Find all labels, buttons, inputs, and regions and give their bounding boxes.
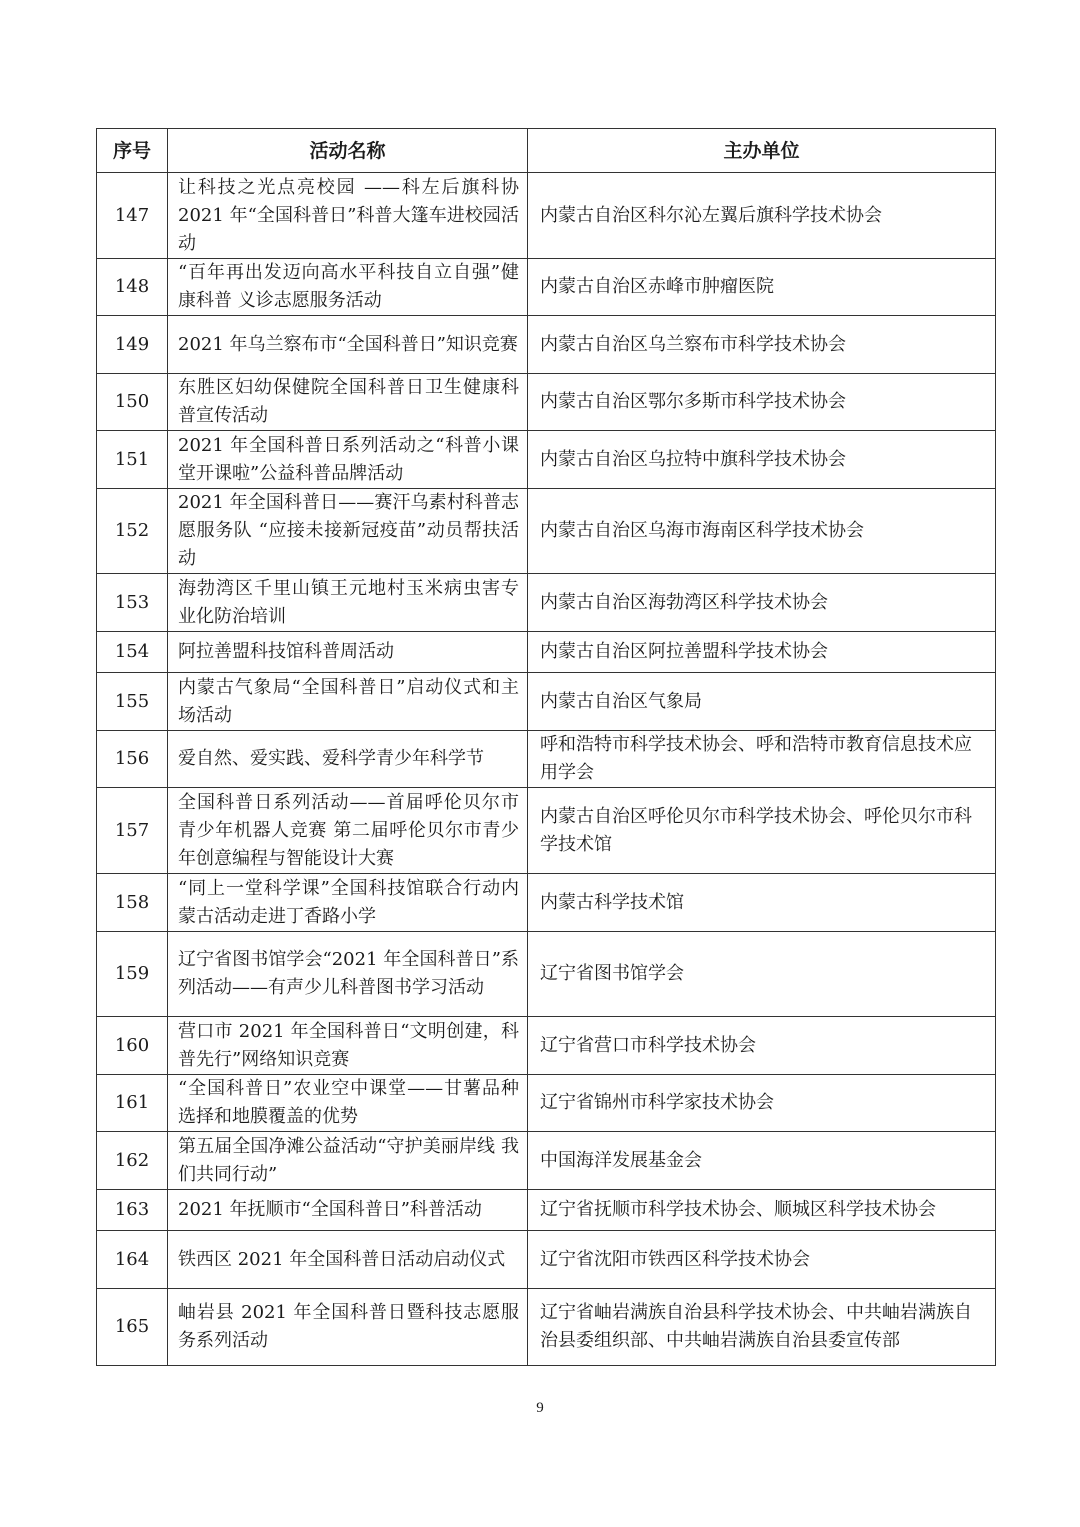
row-activity-name: “同上一堂科学课”全国科技馆联合行动内蒙古活动走进丁香路小学 [168,874,528,932]
row-organizer: 内蒙古自治区阿拉善盟科学技术协会 [528,632,996,673]
row-organizer: 内蒙古自治区呼伦贝尔市科学技术协会、呼伦贝尔市科学技术馆 [528,788,996,874]
row-activity-name: 全国科普日系列活动——首届呼伦贝尔市青少年机器人竞赛 第二届呼伦贝尔市青少年创意编程与智能设计大赛 [168,788,528,874]
row-organizer: 辽宁省营口市科学技术协会 [528,1017,996,1075]
row-serial-number: 150 [97,374,168,431]
table-row [97,489,996,574]
table-row [97,1289,996,1366]
row-serial-number: 147 [97,173,168,259]
row-activity-name: 爱自然、爱实践、爱科学青少年科学节 [168,731,528,788]
row-serial-number: 158 [97,874,168,932]
table-header-row [97,129,996,173]
table-row [97,673,996,731]
row-activity-name: 岫岩县 2021 年全国科普日暨科技志愿服务系列活动 [168,1289,528,1366]
table-row [97,574,996,632]
row-activity-name: 阿拉善盟科技馆科普周活动 [168,632,528,673]
row-serial-number: 149 [97,316,168,374]
row-organizer: 辽宁省锦州市科学家技术协会 [528,1075,996,1132]
row-serial-number: 160 [97,1017,168,1075]
table-row [97,1075,996,1132]
row-organizer: 内蒙古自治区乌海市海南区科学技术协会 [528,489,996,574]
row-serial-number: 148 [97,259,168,316]
table-body [97,173,996,1366]
row-organizer: 辽宁省岫岩满族自治县科学技术协会、中共岫岩满族自治县委组织部、中共岫岩满族自治县委宣传部 [528,1289,996,1366]
row-organizer: 内蒙古自治区鄂尔多斯市科学技术协会 [528,374,996,431]
row-organizer: 内蒙古自治区科尔沁左翼后旗科学技术协会 [528,173,996,259]
row-activity-name: 让科技之光点亮校园 ——科左后旗科协 2021 年“全国科普日”科普大篷车进校园活动 [168,173,528,259]
row-serial-number: 153 [97,574,168,632]
row-activity-name: “百年再出发迈向高水平科技自立自强”健康科普 义诊志愿服务活动 [168,259,528,316]
table-row [97,431,996,489]
row-activity-name: 铁西区 2021 年全国科普日活动启动仪式 [168,1231,528,1289]
table-row [97,632,996,673]
page-number: 9 [536,1400,544,1416]
row-serial-number: 161 [97,1075,168,1132]
table-row [97,731,996,788]
row-activity-name: “全国科普日”农业空中课堂——甘薯品种选择和地膜覆盖的优势 [168,1075,528,1132]
table-row [97,788,996,874]
row-activity-name: 海勃湾区千里山镇王元地村玉米病虫害专业化防治培训 [168,574,528,632]
row-activity-name: 东胜区妇幼保健院全国科普日卫生健康科普宣传活动 [168,374,528,431]
row-serial-number: 151 [97,431,168,489]
table-row [97,1017,996,1075]
row-serial-number: 157 [97,788,168,874]
table-row [97,374,996,431]
row-organizer: 辽宁省抚顺市科学技术协会、顺城区科学技术协会 [528,1190,996,1231]
activity-table [96,128,996,1366]
row-organizer: 辽宁省沈阳市铁西区科学技术协会 [528,1231,996,1289]
row-serial-number: 152 [97,489,168,574]
row-activity-name: 2021 年全国科普日系列活动之“科普小课堂开课啦”公益科普品牌活动 [168,431,528,489]
row-serial-number: 159 [97,932,168,1017]
row-serial-number: 162 [97,1132,168,1190]
table-row [97,874,996,932]
header-serial-number: 序号 [97,129,168,173]
row-activity-name: 第五届全国净滩公益活动“守护美丽岸线 我们共同行动” [168,1132,528,1190]
table-row [97,259,996,316]
row-organizer: 内蒙古自治区气象局 [528,673,996,731]
table-row [97,316,996,374]
table-row [97,1190,996,1231]
row-serial-number: 155 [97,673,168,731]
row-activity-name: 2021 年乌兰察布市“全国科普日”知识竞赛 [168,316,528,374]
row-serial-number: 156 [97,731,168,788]
table-row [97,1231,996,1289]
row-serial-number: 163 [97,1190,168,1231]
row-organizer: 内蒙古科学技术馆 [528,874,996,932]
row-organizer: 内蒙古自治区乌兰察布市科学技术协会 [528,316,996,374]
row-organizer: 内蒙古自治区乌拉特中旗科学技术协会 [528,431,996,489]
row-organizer: 中国海洋发展基金会 [528,1132,996,1190]
row-organizer: 内蒙古自治区海勃湾区科学技术协会 [528,574,996,632]
row-serial-number: 165 [97,1289,168,1366]
header-organizer: 主办单位 [528,129,996,173]
row-activity-name: 2021 年抚顺市“全国科普日”科普活动 [168,1190,528,1231]
row-activity-name: 内蒙古气象局“全国科普日”启动仪式和主场活动 [168,673,528,731]
table-row [97,1132,996,1190]
row-organizer: 呼和浩特市科学技术协会、呼和浩特市教育信息技术应用学会 [528,731,996,788]
row-activity-name: 营口市 2021 年全国科普日“文明创建，科普先行”网络知识竞赛 [168,1017,528,1075]
row-activity-name: 辽宁省图书馆学会“2021 年全国科普日”系列活动——有声少儿科普图书学习活动 [168,932,528,1017]
table-row [97,932,996,1017]
row-organizer: 内蒙古自治区赤峰市肿瘤医院 [528,259,996,316]
row-serial-number: 164 [97,1231,168,1289]
row-activity-name: 2021 年全国科普日——赛汗乌素村科普志愿服务队 “应接未接新冠疫苗”动员帮扶活动 [168,489,528,574]
table-row [97,173,996,259]
row-serial-number: 154 [97,632,168,673]
row-organizer: 辽宁省图书馆学会 [528,932,996,1017]
header-activity-name: 活动名称 [168,129,528,173]
